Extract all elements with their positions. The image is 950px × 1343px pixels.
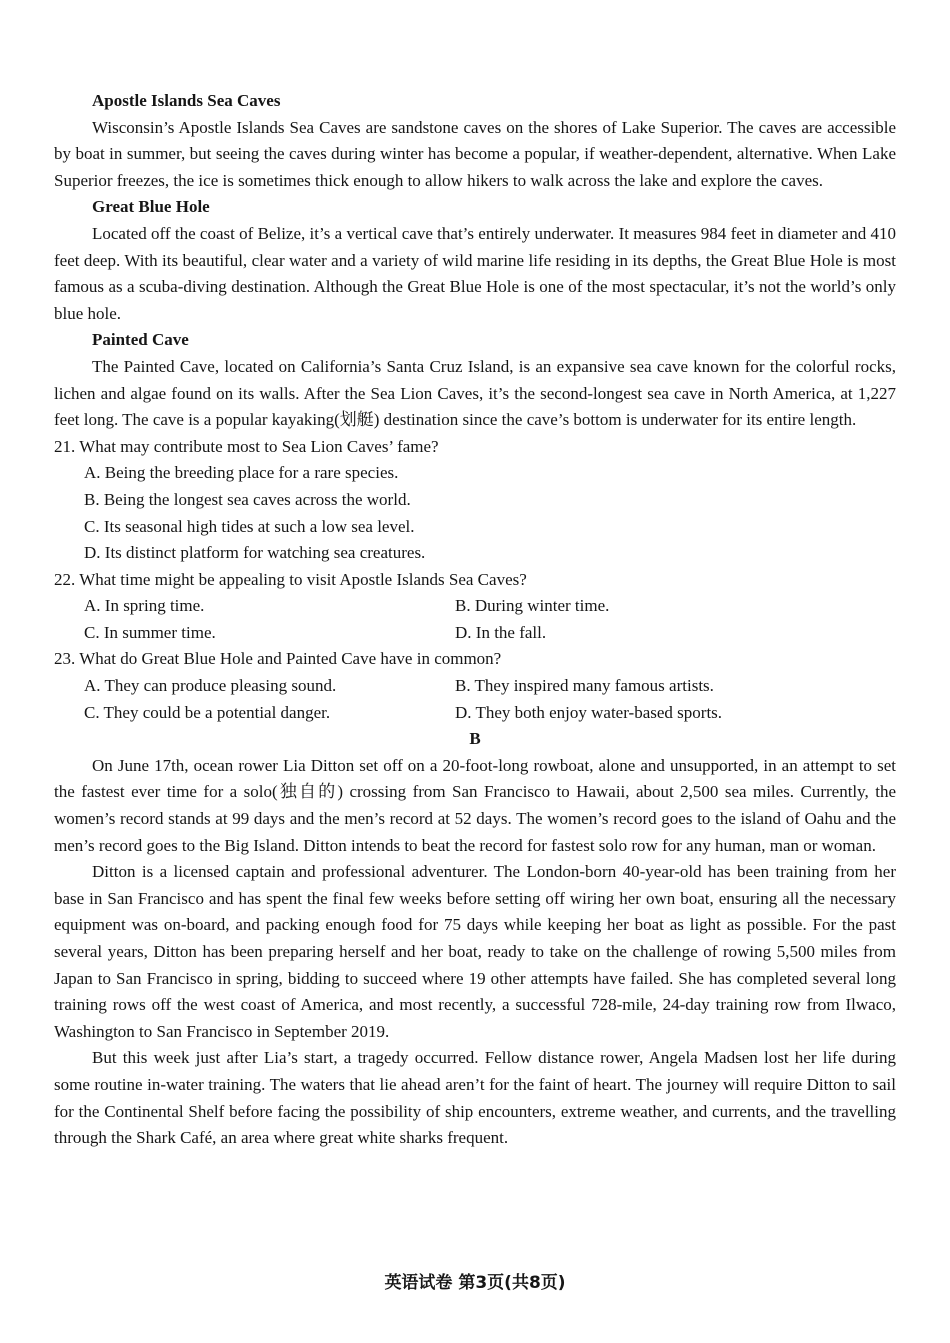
passage-b-paragraph-3: But this week just after Lia’s start, a tragedy occurred. Fellow distance rower, Angela Madsen lost her life during some routine in-water training. The waters that lie ahead aren’t for the faint of heart. The journey will require Ditton to sail for the Continental Shelf before facing the possibility of ship encounters, extreme weather, and currents, and the travelling through the Shark Café, an area where great white sharks frequent. (54, 1048, 896, 1148)
question-22-options-row-2 (54, 620, 896, 647)
question-23-option-c: C. They could be a potential danger. (84, 702, 331, 722)
question-22-options-row-1 (54, 593, 896, 620)
question-21-option-b: B. Being the longest sea caves across the world. (84, 489, 411, 509)
paragraph-great-blue-hole: Located off the coast of Belize, it’s a vertical cave that’s entirely underwater. It measures 984 feet in diameter and 410 feet deep. With its beautiful, clear water and a variety of wild marine life residing in its depths, the Great Blue Hole is most famous as a scuba-diving destination. Although the Great Blue Hole is one of the most spectacular, it’s not the world’s only blue hole. (54, 223, 896, 323)
question-22-option-b: B. During winter time. (455, 596, 610, 616)
heading-apostle-islands: Apostle Islands Sea Caves (92, 91, 281, 110)
question-23-options-row-2 (54, 700, 896, 727)
question-21-option-d: D. Its distinct platform for watching sea creatures. (84, 543, 426, 563)
question-21-option-a: A. Being the breeding place for a rare species. (84, 463, 399, 483)
heading-painted-cave: Painted Cave (92, 330, 189, 350)
heading-great-blue-hole: Great Blue Hole (92, 197, 210, 217)
question-23-stem: 23. What do Great Blue Hole and Painted Cave have in common? (54, 649, 502, 669)
question-21-stem: 21. What may contribute most to Sea Lion Caves’ fame? (54, 436, 439, 456)
question-22-option-a: A. In spring time. (84, 596, 205, 616)
question-23-options-row-1 (54, 673, 896, 700)
question-22-option-d: D. In the fall. (455, 622, 547, 642)
question-23-option-a: A. They can produce pleasing sound. (84, 676, 337, 696)
question-23-option-d: D. They both enjoy water-based sports. (455, 702, 723, 722)
paragraph-painted-cave: The Painted Cave, located on California’s Santa Cruz Island, is an expansive sea cave known for the colorful rocks, lichen and algae found on its walls. After the Sea Lion Caves, it’s the second-longest sea cave in North America, at 1,227 feet long. The cave is a popular kayaking(划艇) destination since the cave’s bottom is underwater for its entire length. (54, 356, 896, 430)
paragraph-apostle-islands: Wisconsin’s Apostle Islands Sea Caves are sandstone caves on the shores of Lake Superior. The caves are accessible by boat in summer, but seeing the caves during winter has become a popular, if weather-dependent, alternative. When Lake Superior freezes, the ice is sometimes thick enough to allow hikers to walk across the lake and explore the caves. (54, 117, 896, 190)
question-22-stem: 22. What time might be appealing to visit Apostle Islands Sea Caves? (54, 569, 527, 589)
section-b-label: B (469, 729, 481, 749)
passage-b-paragraph-1: On June 17th, ocean rower Lia Ditton set off on a 20-foot-long rowboat, alone and unsupported, in an attempt to set the fastest ever time for a solo(独自的) crossing from San Francisco to Hawaii, about 2,500 sea miles. Currently, the women’s record stands at 99 days and the men’s record at 52 days. The women’s record goes to the island of Oahu and the men’s record goes to the Big Island. Ditton intends to beat the record for fastest solo row for any human, man or woman. (54, 755, 896, 855)
question-21 (54, 434, 896, 567)
question-22 (54, 567, 896, 647)
question-23 (54, 646, 896, 726)
passage-b-paragraph-2: Ditton is a licensed captain and professional adventurer. The London-born 40-year-old has been training from her base in San Francisco and has spent the final few weeks before setting off wiring her own boat, ensuring all the necessary equipment was on-board, and packing enough food for 75 days while keeping her boat as light as possible. For the past several years, Ditton has been preparing herself and her boat, ready to take on the challenge of rowing 5,500 miles from Japan to San Francisco in spring, bidding to succeed where 19 other attempts have failed. She has completed several long training rows off the west coast of America, and most recently, a successful 728-mile, 24-day training row from Ilwaco, Washington to San Francisco in September 2019. (54, 862, 896, 1041)
page-footer: 英语试卷 第3页(共8页) (384, 1273, 566, 1293)
question-22-option-c: C. In summer time. (84, 622, 216, 642)
question-21-option-c: C. Its seasonal high tides at such a low sea level. (84, 516, 415, 536)
exam-page (54, 88, 896, 1152)
question-23-option-b: B. They inspired many famous artists. (455, 676, 714, 696)
